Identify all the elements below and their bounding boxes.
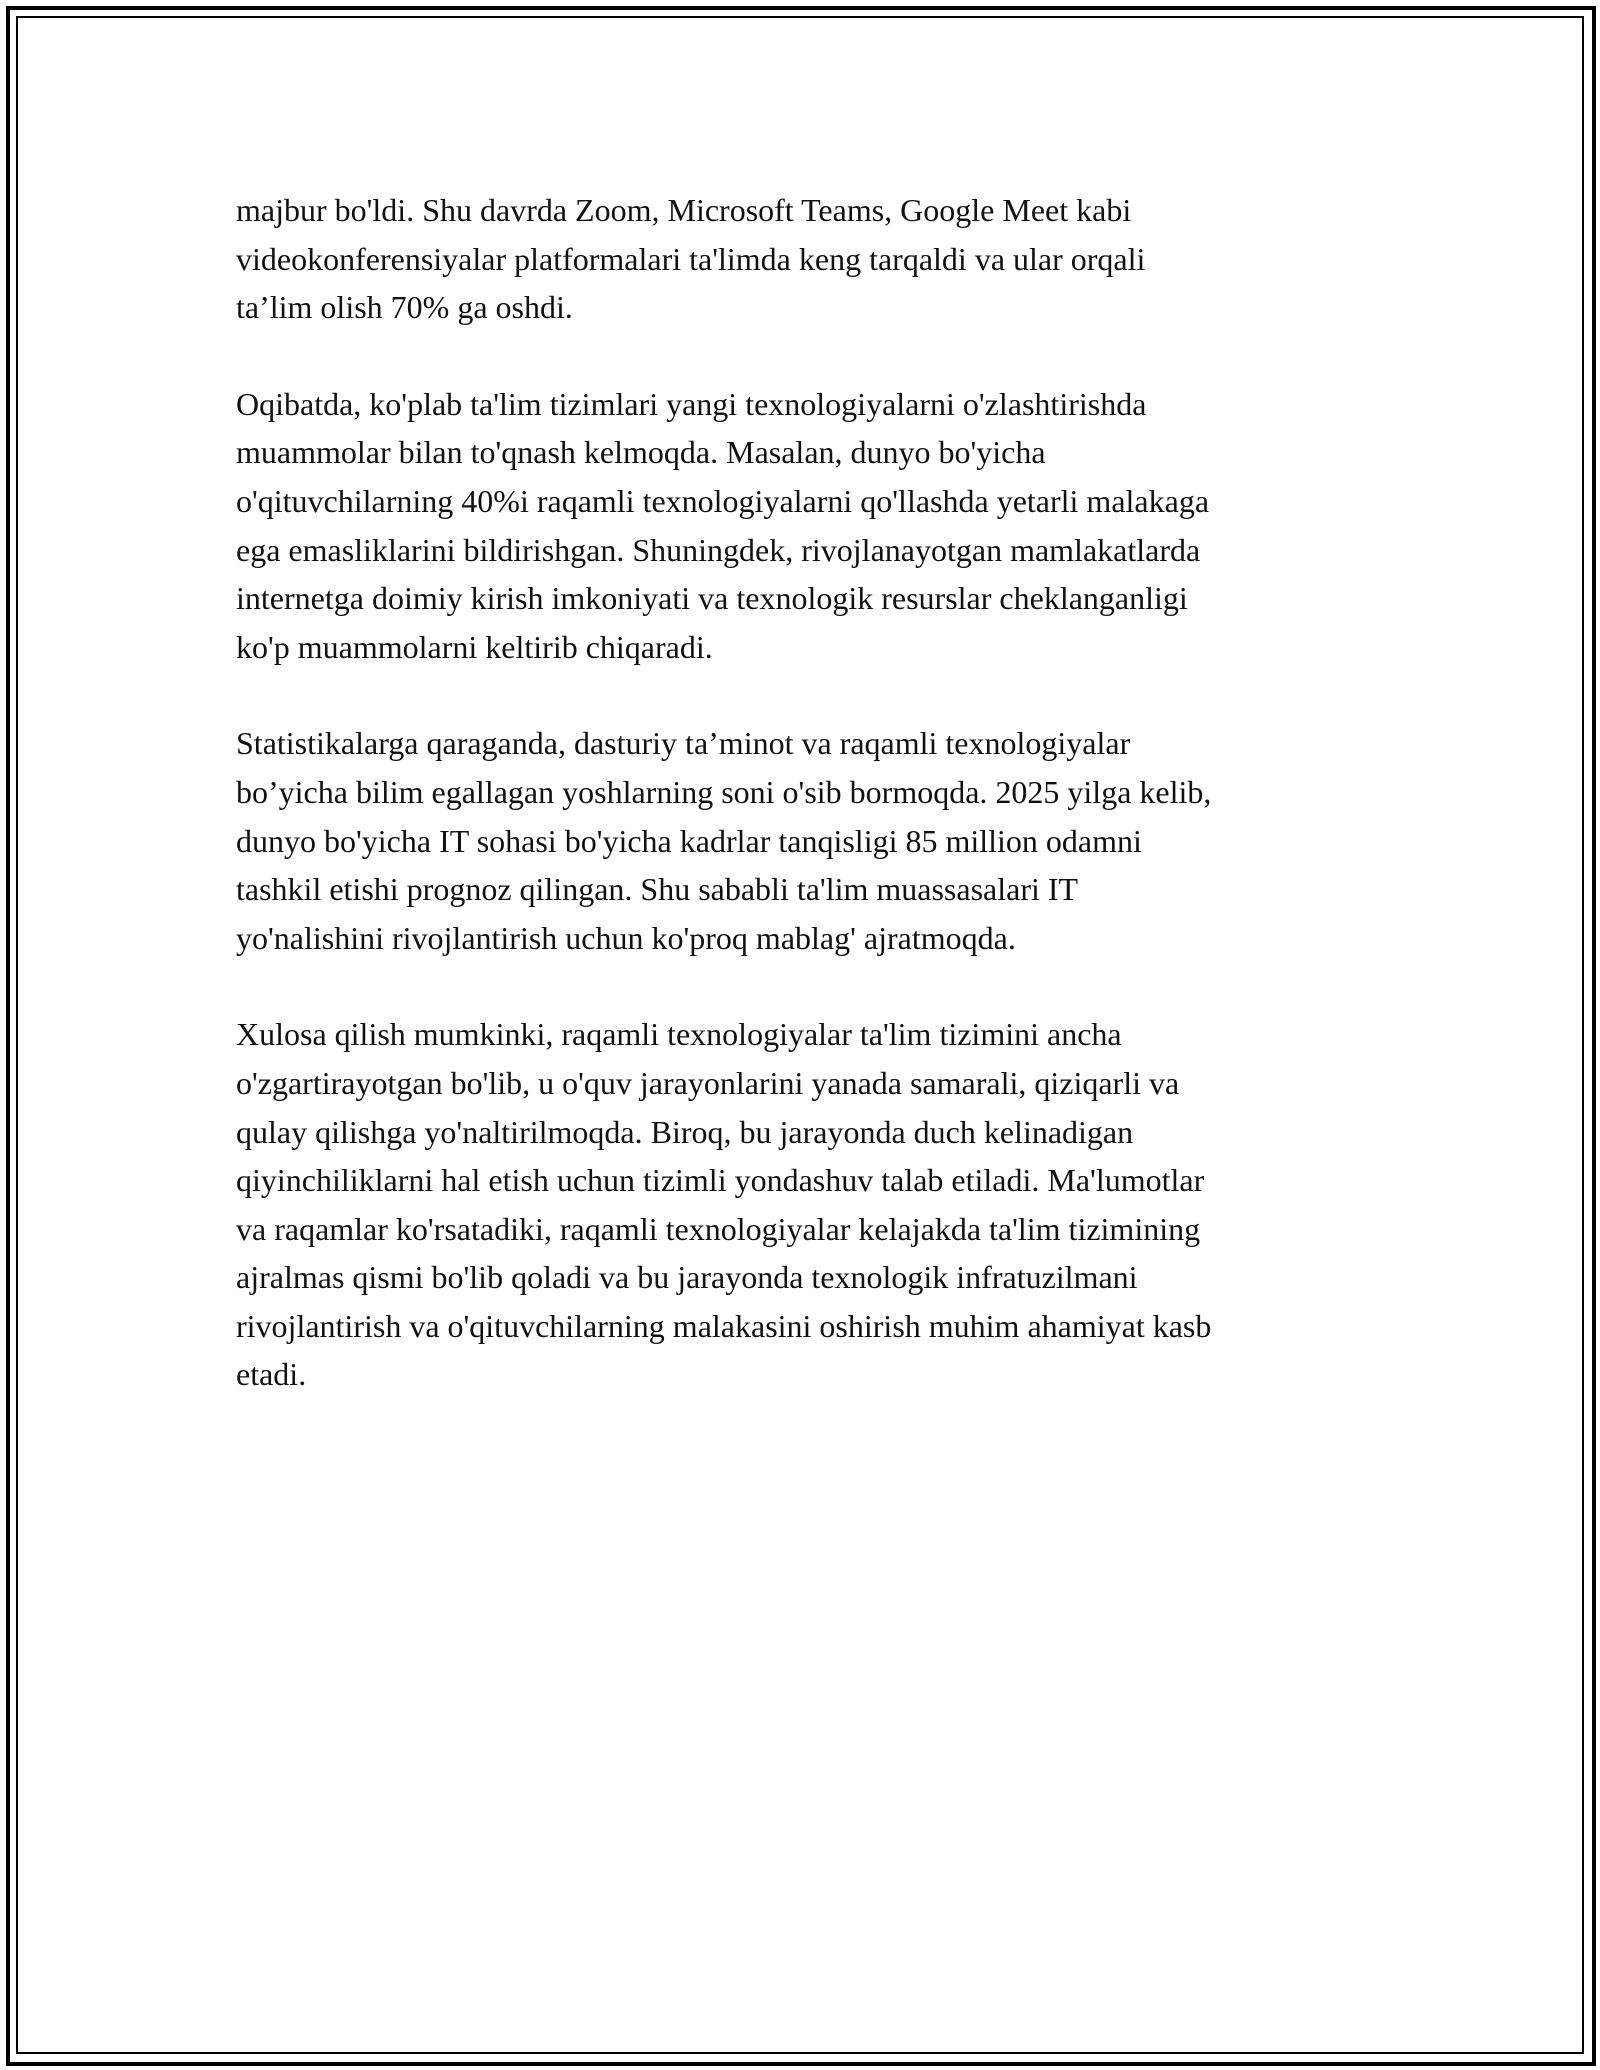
- text-line: internetga doimiy kirish imkoniyati va texnologik resurslar cheklanganligi: [236, 580, 1188, 617]
- text-line: ajralmas qismi bo'lib qoladi va bu jarayonda texnologik infratuzilmani: [236, 1259, 1138, 1296]
- text-line: va raqamlar ko'rsatadiki, raqamli texnologiyalar kelajakda ta'lim tizimining: [236, 1210, 1201, 1247]
- text-line: etadi.: [236, 1356, 307, 1393]
- text-line: ega emasliklarini bildirishgan. Shuningdek, rivojlanayotgan mamlakatlarda: [236, 531, 1201, 568]
- paragraph-2: [236, 380, 1376, 672]
- text-line: Statistikalarga qaraganda, dasturiy ta’minot va raqamli texnologiyalar: [236, 725, 1131, 762]
- paragraph-4: [236, 1010, 1376, 1399]
- text-line: o'zgartirayotgan bo'lib, u o'quv jarayonlarini yanada samarali, qiziqarli va: [236, 1064, 1180, 1101]
- text-line: majbur bo'ldi. Shu davrda Zoom, Microsoft Teams, Google Meet kabi: [236, 192, 1132, 228]
- paragraph-3: [236, 719, 1376, 962]
- text-line: videokonferensiyalar platformalari ta'limda keng tarqaldi va ular orqali: [236, 240, 1146, 277]
- text-line: Oqibatda, ko'plab ta'lim tizimlari yangi texnologiyalarni o'zlashtirishda: [236, 385, 1147, 422]
- text-line: o'qituvchilarning 40%i raqamli texnologiyalarni qo'llashda yetarli malakaga: [236, 482, 1210, 519]
- paragraph-1: [236, 186, 1376, 332]
- text-line: tashkil etishi prognoz qilingan. Shu sababli ta'lim muassasalari IT: [236, 871, 1079, 908]
- text-line: qiyinchiliklarni hal etish uchun tizimli yondashuv talab etiladi. Ma'lumotlar: [236, 1162, 1205, 1199]
- text-line: qulay qilishga yo'naltirilmoqda. Biroq, bu jarayonda duch kelinadigan: [236, 1113, 1134, 1150]
- text-line: rivojlantirish va o'qituvchilarning malakasini oshirish muhim ahamiyat kasb: [236, 1307, 1212, 1344]
- text-line: bo’yicha bilim egallagan yoshlarning soni o'sib bormoqda. 2025 yilga kelib,: [236, 773, 1212, 810]
- text-line: ko'p muammolarni keltirib chiqaradi.: [236, 628, 713, 665]
- document-body: [236, 186, 1376, 1447]
- text-line: muammolar bilan to'qnash kelmoqda. Masalan, dunyo bo'yicha: [236, 434, 1046, 471]
- text-line: yo'nalishini rivojlantirish uchun ko'proq mablag' ajratmoqda.: [236, 919, 1016, 956]
- text-line: ta’lim olish 70% ga oshdi.: [236, 289, 573, 326]
- text-line: dunyo bo'yicha IT sohasi bo'yicha kadrlar tanqisligi 85 million odamni: [236, 822, 1142, 859]
- text-line: Xulosa qilish mumkinki, raqamli texnologiyalar ta'lim tizimini ancha: [236, 1016, 1122, 1053]
